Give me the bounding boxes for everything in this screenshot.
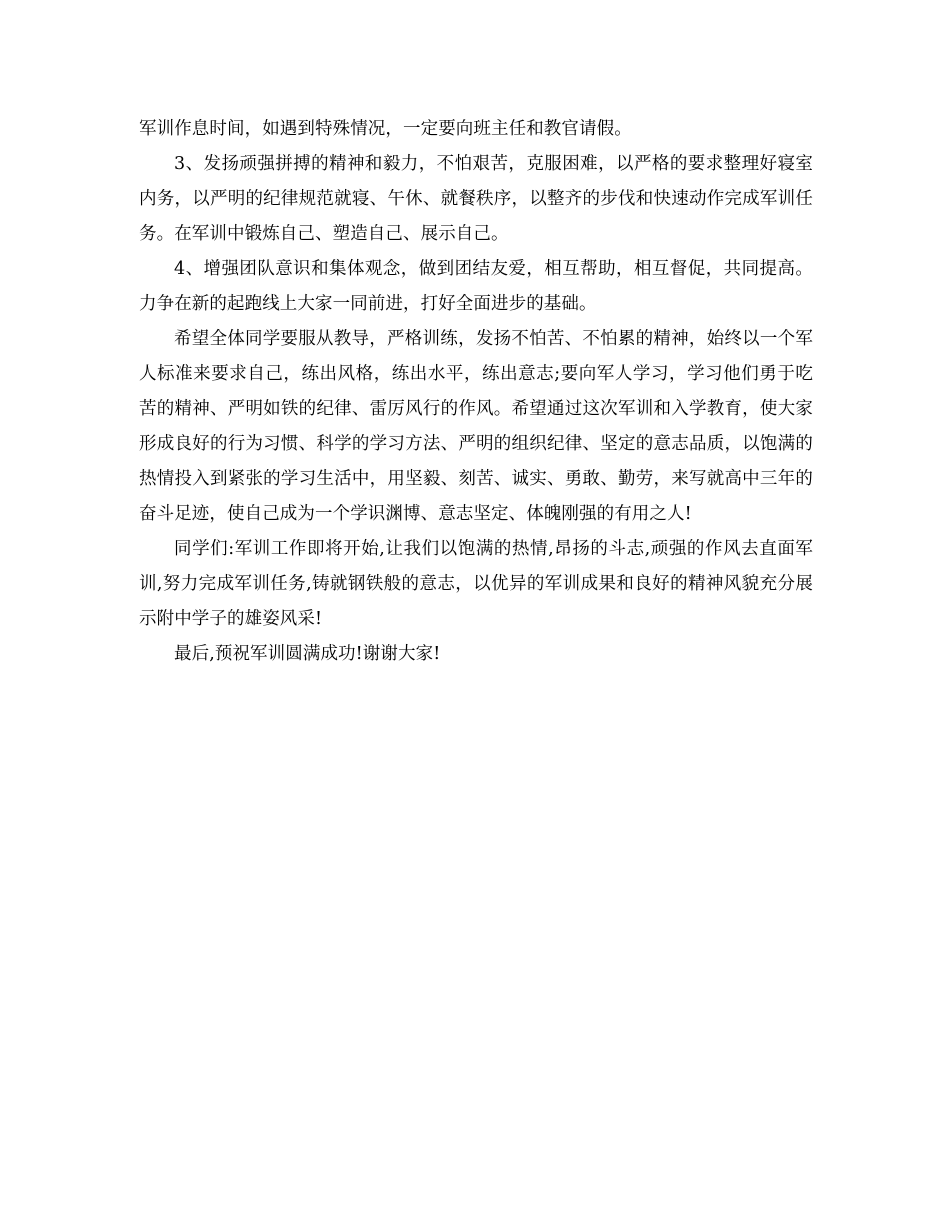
paragraph-hope: 希望全体同学要服从教导，严格训练，发扬不怕苦、不怕累的精神，始终以一个军人标准来要求自己，练出风格，练出水平，练出意志;要向军人学习，学习他们勇于吃苦的精神、严明如铁的纪律、雷厉风行的作风。希望通过这次军训和入学教育，使大家形成良好的行为习惯、科学的学习方法、严明的组织纪律、坚定的意志品质，以饱满的热情投入到紧张的学习生活中，用坚毅、刻苦、诚实、勇敢、勤劳，来写就高中三年的奋斗足迹，使自己成为一个学识渊博、意志坚定、体魄刚强的有用之人! [139, 329, 813, 524]
paragraph-closing: 最后,预祝军训圆满成功!谢谢大家! [174, 644, 441, 664]
document-page [139, 112, 813, 672]
paragraph-classmates: 同学们:军训工作即将开始,让我们以饱满的热情,昂扬的斗志,顽强的作风去直面军训,努力完成军训任务,铸就钢铁般的意志，以优异的军训成果和良好的精神风貌充分展示附中学子的雄姿风采! [139, 539, 813, 629]
paragraph-continued: 军训作息时间，如遇到特殊情况，一定要向班主任和教官请假。 [139, 119, 632, 139]
paragraph-item-3: 3、发扬顽强拼搏的精神和毅力，不怕艰苦，克服困难，以严格的要求整理好寝室内务，以严明的纪律规范就寝、午休、就餐秩序，以整齐的步伐和快速动作完成军训任务。在军训中锻炼自己、塑造自己、展示自己。 [139, 154, 813, 244]
paragraph-item-4: 4、增强团队意识和集体观念，做到团结友爱，相互帮助，相互督促，共同提高。力争在新的起跑线上大家一同前进，打好全面进步的基础。 [139, 259, 813, 314]
